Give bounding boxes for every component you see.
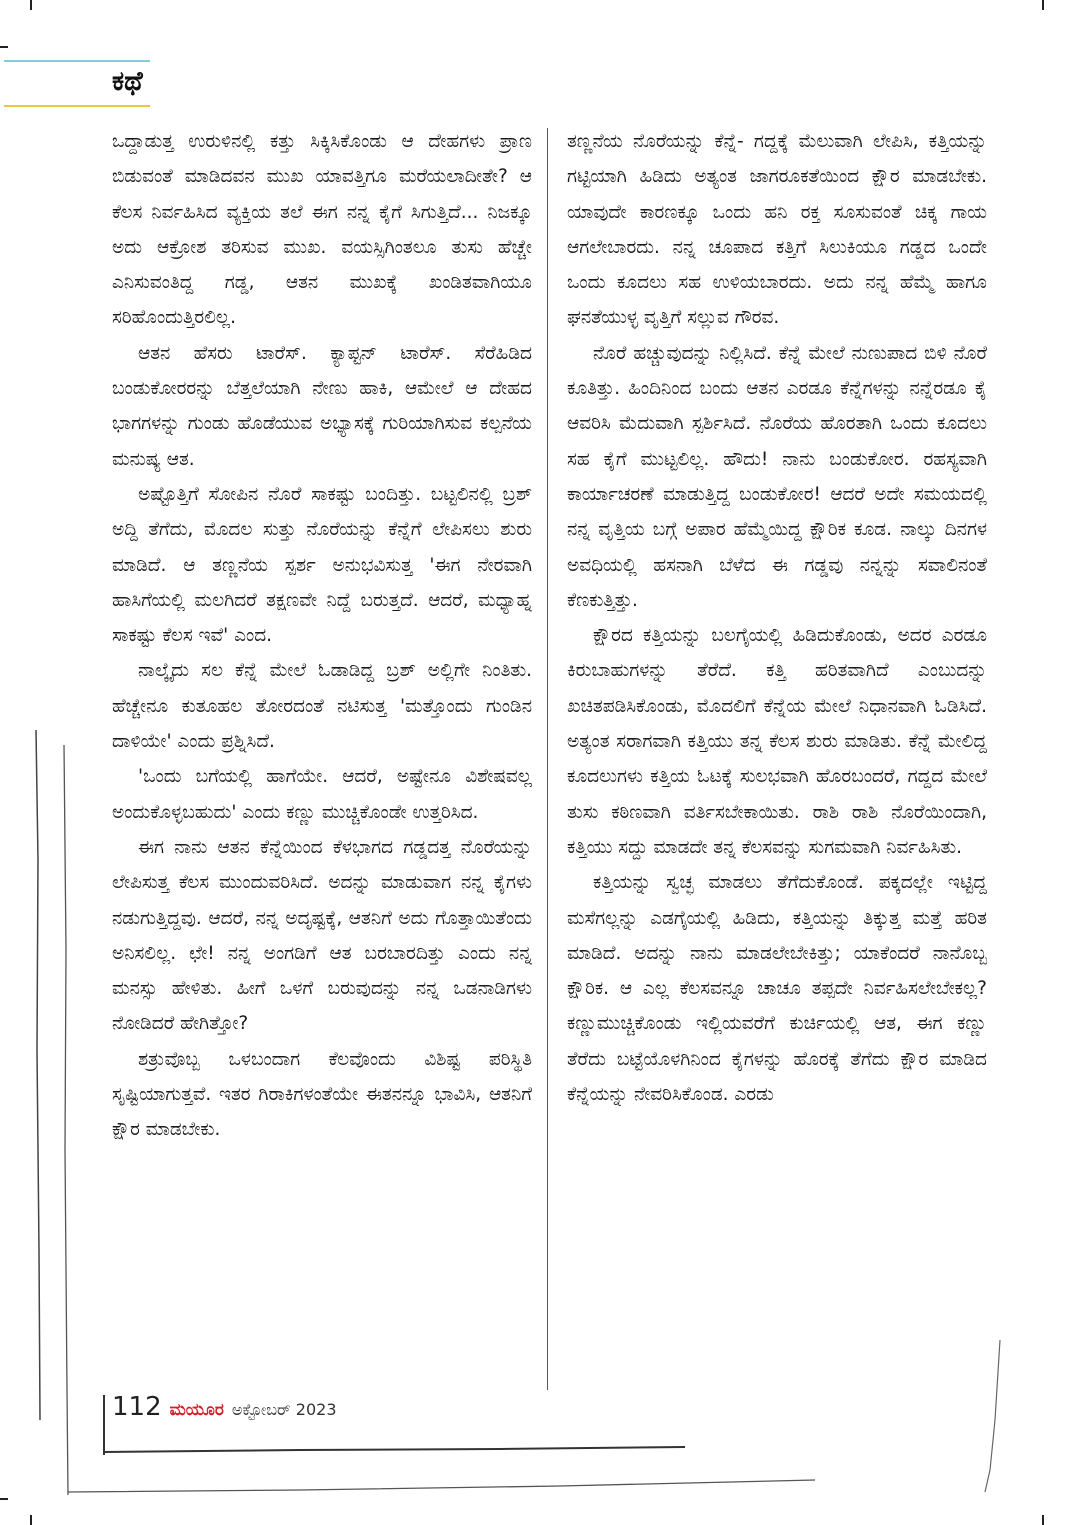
- paragraph: ತಣ್ಣನೆಯ ನೊರೆಯನ್ನು ಕೆನ್ನೆ- ಗದ್ದಕ್ಕೆ ಮೆಲುವಾಗಿ ಲೇಪಿಸಿ, ಕತ್ತಿಯನ್ನು ಗಟ್ಟಿಯಾಗಿ ಹಿಡಿದು ಅತ್ಯಂತ ಜಾಗರೂಕತೆಯಿಂದ ಕ್ಷೌರ ಮಾಡಬೇಕು. ಯಾವುದೇ ಕಾರಣಕ್ಕೂ ಒಂದು ಹನಿ ರಕ್ತ ಸೂಸುವಂತೆ ಚಿಕ್ಕ ಗಾಯ ಆಗಲೇಬಾರದು. ನನ್ನ ಚೂಪಾದ ಕತ್ತಿಗೆ ಸಿಲುಕಿಯೂ ಗಡ್ಡದ ಒಂದೇ ಒಂದು ಕೂದಲು ಸಹ ಉಳಿಯಬಾರದು. ಅದು ನನ್ನ ಹೆಮ್ಮೆ ಹಾಗೂ ಘನತೆಯುಳ್ಳ ವೃತ್ತಿಗೆ ಸಲ್ಲುವ ಗೌರವ.: [567, 131, 987, 329]
- paragraph: ನಾಲ್ಕೈದು ಸಲ ಕೆನ್ನೆ ಮೇಲೆ ಓಡಾಡಿದ್ದ ಬ್ರಶ್ ಅಲ್ಲಿಗೇ ನಿಂತಿತು. ಹೆಚ್ಚೇನೂ ಕುತೂಹಲ ತೋರದಂತೆ ನಟಿಸುತ್ತ 'ಮತ್ತೊಂದು ಗುಂಡಿನ ದಾಳಿಯೇ' ಎಂದು ಪ್ರಶ್ನಿಸಿದೆ.: [112, 660, 532, 753]
- paragraph: ಶತ್ರುವೊಬ್ಬ ಒಳಬಂದಾಗ ಕೆಲವೊಂದು ವಿಶಿಷ್ಟ ಪರಿಸ್ಥಿತಿ ಸೃಷ್ಟಿಯಾಗುತ್ತವೆ. ಇತರ ಗಿರಾಕಿಗಳಂತೆಯೇ ಈತನನ್ನೂ ಭಾವಿಸಿ, ಆತನಿಗೆ ಕ್ಷೌರ ಮಾಡಬೇಕು.: [112, 1048, 532, 1141]
- paragraph: ಆತನ ಹೆಸರು ಟಾರೆಸ್. ಕ್ಯಾಪ್ಟನ್ ಟಾರೆಸ್. ಸೆರೆಹಿಡಿದ ಬಂಡುಕೋರರನ್ನು ಬೆತ್ತಲೆಯಾಗಿ ನೇಣು ಹಾಕಿ, ಆಮೇಲೆ ಆ ದೇಹದ ಭಾಗಗಳನ್ನು ಗುಂಡು ಹೊಡೆಯುವ ಅಭ್ಯಾಸಕ್ಕೆ ಗುರಿಯಾಗಿಸುವ ಕಲ್ಪನೆಯ ಮನುಷ್ಯ ಆತ.: [112, 342, 532, 470]
- paragraph: ಕತ್ತಿಯನ್ನು ಸ್ವಚ್ಛ ಮಾಡಲು ತೆಗೆದುಕೊಂಡೆ. ಪಕ್ಕದಲ್ಲೇ ಇಟ್ಟಿದ್ದ ಮಸೆಗಲ್ಲನ್ನು ಎಡಗೈಯಲ್ಲಿ ಹಿಡಿದು, ಕತ್ತಿಯನ್ನು ತಿಕ್ಕುತ್ತ ಮತ್ತೆ ಹರಿತ ಮಾಡಿದೆ. ಅದನ್ನು ನಾನು ಮಾಡಲೇಬೇಕಿತ್ತು; ಯಾಕೆಂದರೆ ನಾನೊಬ್ಬ ಕ್ಷೌರಿಕ. ಆ ಎಲ್ಲ ಕೆಲಸವನ್ನೂ ಚಾಚೂ ತಪ್ಪದೇ ನಿರ್ವಹಿಸಲೇಬೇಕಲ್ಲ? ಕಣ್ಣುಮುಚ್ಚಿಕೊಂಡು ಇಲ್ಲಿಯವರೆಗೆ ಕುರ್ಚಿಯಲ್ಲಿ ಆತ, ಈಗ ಕಣ್ಣು ತೆರೆದು ಬಟ್ಟೆಯೊಳಗಿನಿಂದ ಕೈಗಳನ್ನು ಹೊರಕ್ಕೆ ತೆಗೆದು ಕ್ಷೌರ ಮಾಡಿದ ಕೆನ್ನೆಯನ್ನು ನೇವರಿಸಿಕೊಂಡ. ಎರಡು: [567, 872, 987, 1106]
- page-footer: [112, 1392, 337, 1428]
- paragraph: ನೊರೆ ಹಚ್ಚುವುದನ್ನು ನಿಲ್ಲಿಸಿದೆ. ಕೆನ್ನೆ ಮೇಲೆ ನುಣುಪಾದ ಬಿಳಿ ನೊರೆ ಕೂತಿತ್ತು. ಹಿಂದಿನಿಂದ ಬಂದು ಆತನ ಎರಡೂ ಕೆನ್ನೆಗಳನ್ನು ನನ್ನೆರಡೂ ಕೈ ಆವರಿಸಿ ಮೆದುವಾಗಿ ಸ್ಪರ್ಶಿಸಿದೆ. ನೊರೆಯ ಹೊರತಾಗಿ ಒಂದು ಕೂದಲು ಸಹ ಕೈಗೆ ಮುಟ್ಟಲಿಲ್ಲ. ಹೌದು! ನಾನು ಬಂಡುಕೋರ. ರಹಸ್ಯವಾಗಿ ಕಾರ್ಯಾಚರಣೆ ಮಾಡುತ್ತಿದ್ದ ಬಂಡುಕೋರ! ಆದರೆ ಅದೇ ಸಮಯದಲ್ಲಿ ನನ್ನ ವೃತ್ತಿಯ ಬಗ್ಗೆ ಅಪಾರ ಹೆಮ್ಮೆಯಿದ್ದ ಕ್ಷೌರಿಕ ಕೂಡ. ನಾಲ್ಕು ದಿನಗಳ ಅವಧಿಯಲ್ಲಿ ಹಸನಾಗಿ ಬೆಳೆದ ಈ ಗಡ್ಡವು ನನ್ನನ್ನು ಸವಾಲಿನಂತೆ ಕೆಣಕುತ್ತಿತ್ತು.: [567, 342, 987, 611]
- section-label: ಕಥೆ: [112, 66, 143, 97]
- paragraph: ಈಗ ನಾನು ಆತನ ಕೆನ್ನೆಯಿಂದ ಕೆಳಭಾಗದ ಗಡ್ಡದತ್ತ ನೊರೆಯನ್ನು ಲೇಪಿಸುತ್ತ ಕೆಲಸ ಮುಂದುವರಿಸಿದೆ. ಅದನ್ನು ಮಾಡುವಾಗ ನನ್ನ ಕೈಗಳು ನಡುಗುತ್ತಿದ್ದವು. ಆದರೆ, ನನ್ನ ಅದೃಷ್ಟಕ್ಕೆ, ಆತನಿಗೆ ಅದು ಗೊತ್ತಾಯಿತೆಂದು ಅನಿಸಲಿಲ್ಲ. ಛೇ! ನನ್ನ ಅಂಗಡಿಗೆ ಆತ ಬರಬಾರದಿತ್ತು ಎಂದು ನನ್ನ ಮನಸ್ಸು ಹೇಳಿತು. ಹೀಗೆ ಒಳಗೆ ಬರುವುದನ್ನು ನನ್ನ ಒಡನಾಡಿಗಳು ನೋಡಿದರೆ ಹೇಗಿತ್ತೋ?: [112, 836, 532, 1035]
- issue-date: ಅಕ್ಟೋಬರ್ 2023: [231, 1400, 337, 1419]
- paragraph: 'ಒಂದು ಬಗೆಯಲ್ಲಿ ಹಾಗೆಯೇ. ಆದರೆ, ಅಷ್ಟೇನೂ ವಿಶೇಷವಲ್ಲ ಅಂದುಕೊಳ್ಳಬಹುದು' ಎಂದು ಕಣ್ಣು ಮುಚ್ಚಿಕೊಂಡೇ ಉತ್ತರಿಸಿದ.: [112, 766, 532, 823]
- paragraph: ಒದ್ದಾಡುತ್ತ ಉರುಳಿನಲ್ಲಿ ಕತ್ತು ಸಿಕ್ಕಿಸಿಕೊಂಡು ಆ ದೇಹಗಳು ಪ್ರಾಣ ಬಿಡುವಂತೆ ಮಾಡಿದವನ ಮುಖ ಯಾವತ್ತಿಗೂ ಮರೆಯಲಾದೀತೇ? ಆ ಕೆಲಸ ನಿರ್ವಹಿಸಿದ ವ್ಯಕ್ತಿಯ ತಲೆ ಈಗ ನನ್ನ ಕೈಗೆ ಸಿಗುತ್ತಿದೆ... ನಿಜಕ್ಕೂ ಅದು ಆಕ್ರೋಶ ತರಿಸುವ ಮುಖ. ವಯಸ್ಸಿಗಿಂತಲೂ ತುಸು ಹೆಚ್ಚೇ ಎನಿಸುವಂತಿದ್ದ ಗಡ್ಡ, ಆತನ ಮುಖಕ್ಕೆ ಖಂಡಿತವಾಗಿಯೂ ಸರಿಹೊಂದುತ್ತಿರಲಿಲ್ಲ.: [112, 131, 532, 329]
- paragraph: ಅಷ್ಟೊತ್ತಿಗೆ ಸೋಪಿನ ನೊರೆ ಸಾಕಷ್ಟು ಬಂದಿತ್ತು. ಬಟ್ಟಲಿನಲ್ಲಿ ಬ್ರಶ್ ಅದ್ದಿ ತೆಗೆದು, ಮೊದಲ ಸುತ್ತು ನೊರೆಯನ್ನು ಕೆನ್ನೆಗೆ ಲೇಪಿಸಲು ಶುರು ಮಾಡಿದೆ. ಆ ತಣ್ಣನೆಯ ಸ್ಪರ್ಶ ಅನುಭವಿಸುತ್ತ 'ಈಗ ನೇರವಾಗಿ ಹಾಸಿಗೆಯಲ್ಲಿ ಮಲಗಿದರೆ ತಕ್ಷಣವೇ ನಿದ್ದೆ ಬರುತ್ತದೆ. ಆದರೆ, ಮಧ್ಯಾಹ್ನ ಸಾಕಷ್ಟು ಕೆಲಸ ಇವೆ' ಎಂದ.: [112, 483, 532, 647]
- column-divider: [547, 128, 548, 1390]
- paragraph: ಕ್ಷೌರದ ಕತ್ತಿಯನ್ನು ಬಲಗೈಯಲ್ಲಿ ಹಿಡಿದುಕೊಂಡು, ಅದರ ಎರಡೂ ಕಿರುಬಾಹುಗಳನ್ನು ತೆರೆದೆ. ಕತ್ತಿ ಹರಿತವಾಗಿದೆ ಎಂಬುದನ್ನು ಖಚಿತಪಡಿಸಿಕೊಂಡು, ಮೊದಲಿಗೆ ಕೆನ್ನೆಯ ಮೇಲೆ ನಿಧಾನವಾಗಿ ಓಡಿಸಿದೆ. ಅತ್ಯಂತ ಸರಾಗವಾಗಿ ಕತ್ತಿಯು ತನ್ನ ಕೆಲಸ ಶುರು ಮಾಡಿತು. ಕೆನ್ನೆ ಮೇಲಿದ್ದ ಕೂದಲುಗಳು ಕತ್ತಿಯ ಓಟಕ್ಕೆ ಸುಲಭವಾಗಿ ಹೊರಬಂದರೆ, ಗದ್ದದ ಮೇಲೆ ತುಸು ಕಠಿಣವಾಗಿ ವರ್ತಿಸಬೇಕಾಯಿತು. ರಾಶಿ ರಾಶಿ ನೊರೆಯಿಂದಾಗಿ, ಕತ್ತಿಯು ಸದ್ದು ಮಾಡದೇ ತನ್ನ ಕೆಲಸವನ್ನು ಸುಗಮವಾಗಿ ನಿರ್ವಹಿಸಿತು.: [567, 625, 987, 858]
- magazine-logo: ಮಯೂರ: [169, 1400, 224, 1420]
- article-column-left: [112, 124, 532, 1148]
- article-column-right: [567, 124, 987, 1112]
- page-number: 112: [112, 1392, 162, 1422]
